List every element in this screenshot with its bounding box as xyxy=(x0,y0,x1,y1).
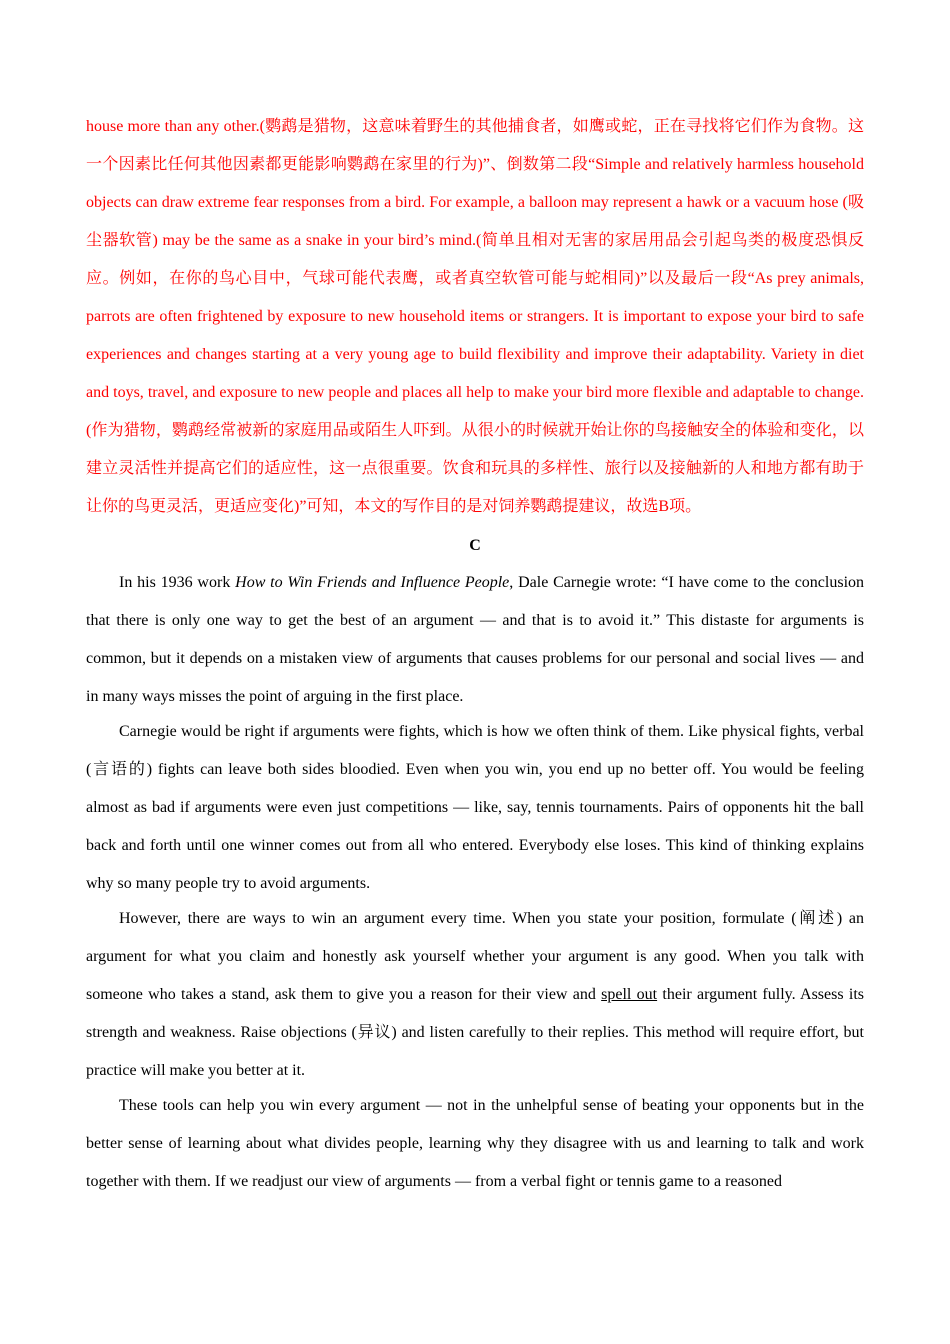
p3-text-a: However, there are ways to win an argument every time. When you state your position, formulate (阐述) an argument for what you claim and honestly ask yourself whether your argument is any good. When you talk with someone who takes a stand, ask them to give you a reason for their view and xyxy=(86,910,864,1003)
passage-paragraph-2: Carnegie would be right if arguments were fights, which is how we often think of them. Like physical fights, verbal (言语的) fights can leave both sides bloodied. Even when you win, you end up no better off. You would be feeling almost as bad if arguments were even just competitions — like, say, tennis tournaments. Pairs of opponents hit the ball back and forth until one winner comes out from all who entered. Everybody else loses. This kind of thinking explains why so many people try to avoid arguments. xyxy=(86,723,864,892)
p1-text-b: , Dale Carnegie wrote: “I have come to the conclusion that there is only one way to get the best of an argument — and that is to avoid it.” This distaste for arguments is common, but it depends on a mistaken view of arguments that causes problems for our personal and social lives — and in many ways misses the point of arguing in the first place. xyxy=(86,574,865,705)
section-heading: C xyxy=(469,537,481,554)
passage-paragraph-1 xyxy=(86,564,864,716)
underlined-phrase: spell out xyxy=(601,986,658,1003)
p1-text-a: In his 1936 work xyxy=(119,574,236,591)
passage-paragraph-3 xyxy=(86,900,864,1090)
p3-text-b: their argument fully. Assess its strength and weakness. Raise objections (异议) and listen carefully to their replies. This method will require effort, but practice will make you better at it. xyxy=(86,986,864,1079)
book-title: How to Win Friends and Influence People xyxy=(235,574,510,591)
passage-paragraph-4: These tools can help you win every argument — not in the unhelpful sense of beating your opponents but in the better sense of learning about what divides people, learning why they disagree with us and learning to talk and work together with them. If we readjust our view of arguments — from a verbal fight or tennis game to a reasoned xyxy=(86,1097,864,1190)
document-page xyxy=(86,108,864,1198)
answer-explanation: house more than any other.(鹦鹉是猎物，这意味着野生的其他捕食者，如鹰或蛇，正在寻找将它们作为食物。这一个因素比任何其他因素都更能影响鹦鹉在家里的行为)”、倒数第二段“Simple and relatively harmless household objects can draw extreme fear responses from a bird. For example, a balloon may represent a hawk or a vacuum hose (吸尘器软管) may be the same as a snake in your bird’s mind.(简单且相对无害的家居用品会引起鸟类的极度恐惧反应。例如，在你的鸟心目中，气球可能代表鹰，或者真空软管可能与蛇相同)”以及最后一段“As prey animals, parrots are often frightened by exposure to new household items or strangers. It is important to expose your bird to safe experiences and changes starting at a very young age to build flexibility and improve their adaptability. Variety in diet and toys, travel, and exposure to new people and places all help to make your bird more flexible and adaptable to change.(作为猎物，鹦鹉经常被新的家庭用品或陌生人吓到。从很小的时候就开始让你的鸟接触安全的体验和变化，以建立灵活性并提高它们的适应性，这一点很重要。饮食和玩具的多样性、旅行以及接触新的人和地方都有助于让你的鸟更灵活，更适应变化)”可知，本文的写作目的是对饲养鹦鹉提建议，故选B项。 xyxy=(86,118,864,515)
